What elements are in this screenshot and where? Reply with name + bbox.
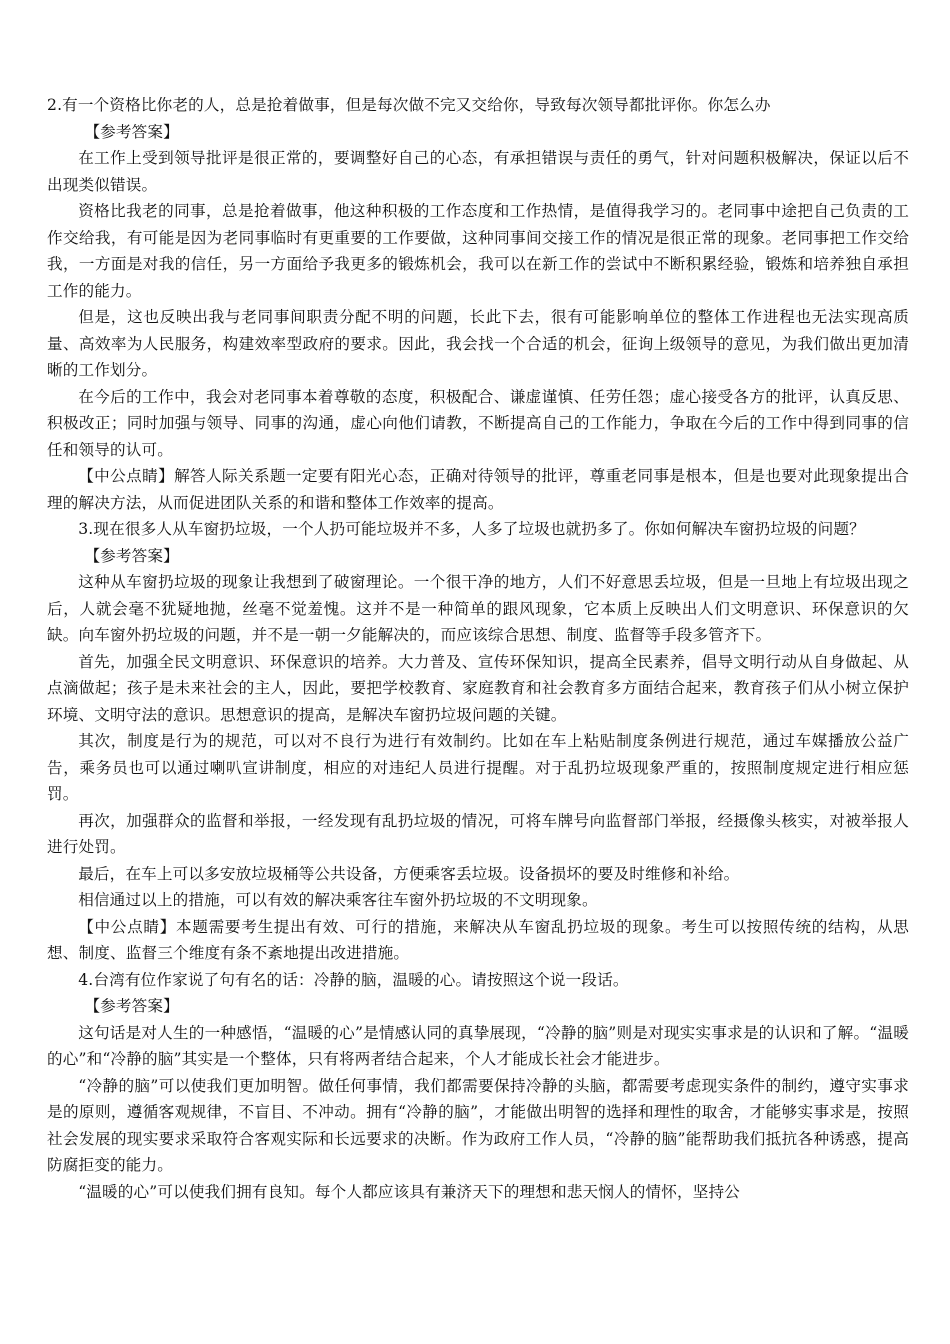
answer-paragraph: 其次，制度是行为的规范，可以对不良行为进行有效制约。比如在车上粘贴制度条例进行规范，通过车媒播放公益广告，乘务员也可以通过喇叭宣讲制度，相应的对违纪人员进行提醒。对于乱扔垃圾现象严重的，按照制度规定进行相应惩罚。 [47, 732, 909, 803]
answer-paragraph: “冷静的脑”可以使我们更加明智。做任何事情，我们都需要保持冷静的头脑，都需要考虑现实条件的制约，遵守实事求是的原则，遵循客观规律，不盲目、不冲动。拥有“冷静的脑”，才能做出明智的选择和理性的取舍，才能够实事求是，按照社会发展的现实要求采取符合客观实际和长远要求的决断。作为政府工作人员，“冷静的脑”能帮助我们抵抗各种诱惑，提高防腐拒变的能力。 [47, 1076, 909, 1174]
answer-paragraph: 资格比我老的同事，总是抢着做事，他这种积极的工作态度和工作热情，是值得我学习的。老同事中途把自己负责的工作交给我，有可能是因为老同事临时有更重要的工作要做，这种同事间交接工作的情况是很正常的现象。老同事把工作交给我，一方面是对我的信任，另一方面给予我更多的锻炼机会，我可以在新工作的尝试中不断积累经验，锻炼和培养独自承担工作的能力。 [47, 202, 909, 300]
expert-comment: 【中公点睛】解答人际关系题一定要有阳光心态，正确对待领导的批评，尊重老同事是根本，但是也要对此现象提出合理的解决方法，从而促进团队关系的和谐和整体工作效率的提高。 [47, 467, 909, 512]
question-3: 3.现在很多人从车窗扔垃圾，一个人扔可能垃圾并不多，人多了垃圾也就扔多了。你如何解决车窗扔垃圾的问题？ [78, 520, 865, 538]
answer-paragraph: 首先，加强全民文明意识、环保意识的培养。大力普及、宣传环保知识，提高全民素养，倡导文明行动从自身做起、从点滴做起；孩子是未来社会的主人，因此，要把学校教育、家庭教育和社会教育多方面结合起来，教育孩子们从小树立保护环境、文明守法的意识。思想意识的提高，是解决车窗扔垃圾问题的关键。 [47, 652, 909, 724]
question-4: 4.台湾有位作家说了句有名的话：冷静的脑，温暖的心。请按照这个说一段话。 [78, 970, 629, 989]
answer-paragraph: 这句话是对人生的一种感悟，“温暖的心”是情感认同的真挚展现，“冷静的脑”则是对现实实事求是的认识和了解。“温暖的心”和“冷静的脑”其实是一个整体，只有将两者结合起来，个人才能成长社会才能进步。 [47, 1023, 909, 1068]
answer-label: 【参考答案】 [84, 546, 179, 565]
answer-paragraph: 在今后的工作中，我会对老同事本着尊敬的态度，积极配合、谦虚谨慎、任劳任怨；虚心接受各方的批评，认真反思、积极改正；同时加强与领导、同事的沟通，虚心向他们请教，不断提高自己的工作能力，争取在今后的工作中得到同事的信任和领导的认可。 [47, 387, 909, 459]
expert-comment: 【中公点睛】本题需要考生提出有效、可行的措施，来解决从车窗乱扔垃圾的现象。考生可以按照传统的结构，从思想、制度、监督三个维度有条不紊地提出改进措施。 [47, 917, 909, 962]
answer-paragraph: 这种从车窗扔垃圾的现象让我想到了破窗理论。一个很干净的地方，人们不好意思丢垃圾，但是一旦地上有垃圾出现之后，人就会毫不犹疑地抛，丝毫不觉羞愧。这并不是一种简单的跟风现象，它本质上反映出人们文明意识、环保意识的欠缺。向车窗外扔垃圾的问题，并不是一朝一夕能解决的，而应该综合思想、制度、监督等手段多管齐下。 [47, 573, 909, 644]
answer-paragraph: 相信通过以上的措施，可以有效的解决乘客往车窗外扔垃圾的不文明现象。 [78, 891, 598, 909]
answer-label: 【参考答案】 [84, 997, 179, 1015]
answer-label: 【参考答案】 [84, 122, 179, 141]
answer-paragraph: “温暖的心”可以使我们拥有良知。每个人都应该具有兼济天下的理想和悲天悯人的情怀，坚持公 [78, 1182, 740, 1201]
answer-paragraph: 但是，这也反映出我与老同事间职责分配不明的问题，长此下去，很有可能影响单位的整体工作进程也无法实现高质量、高效率为人民服务，构建效率型政府的要求。因此，我会找一个合适的机会，征询上级领导的意见，为我们做出更加清晰的工作划分。 [47, 308, 909, 379]
answer-paragraph: 最后，在车上可以多安放垃圾桶等公共设备，方便乘客丢垃圾。设备损坏的要及时维修和补给。 [78, 864, 740, 883]
question-2: 2.有一个资格比你老的人，总是抢着做事，但是每次做不完又交给你，导致每次领导都批评你。你怎么办 [47, 96, 771, 114]
document-page [47, 92, 909, 1205]
answer-paragraph: 在工作上受到领导批评是很正常的，要调整好自己的心态，有承担错误与责任的勇气，针对问题积极解决，保证以后不出现类似错误。 [47, 149, 909, 194]
answer-paragraph: 再次，加强群众的监督和举报，一经发现有乱扔垃圾的情况，可将车牌号向监督部门举报，经摄像头核实，对被举报人进行处罚。 [47, 811, 909, 856]
